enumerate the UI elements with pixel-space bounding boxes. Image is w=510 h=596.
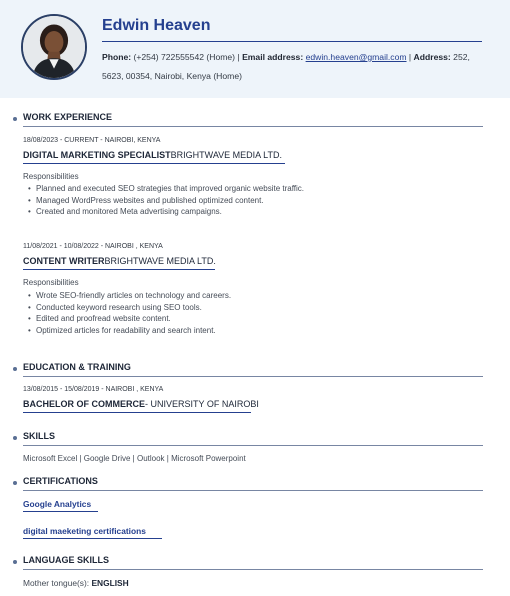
section-title: SKILLS bbox=[23, 431, 56, 441]
list-item: • Conducted keyword research using SEO tools. bbox=[36, 302, 231, 314]
degree-underline bbox=[23, 412, 251, 413]
job-title-line bbox=[23, 150, 282, 160]
section-title: CERTIFICATIONS bbox=[23, 476, 98, 486]
mother-tongue-label: Mother tongue(s): bbox=[23, 578, 90, 588]
name-divider bbox=[102, 41, 482, 42]
section-divider bbox=[23, 445, 483, 446]
list-item: • Wrote SEO-friendly articles on technology and careers. bbox=[36, 290, 231, 302]
list-item: • Optimized articles for readability and search intent. bbox=[36, 325, 231, 337]
mother-tongue-value: ENGLISH bbox=[91, 578, 129, 588]
certification-item: digital maeketing certifications bbox=[23, 526, 146, 536]
degree-title: BACHELOR OF COMMERCE bbox=[23, 399, 145, 409]
job-meta: 18/08/2023 - CURRENT - NAIROBI, KENYA bbox=[23, 137, 161, 144]
section-education bbox=[13, 362, 483, 376]
school-name: - UNIVERSITY OF NAIROBI bbox=[145, 399, 259, 409]
profile-photo-image bbox=[23, 16, 85, 78]
section-certifications bbox=[13, 476, 483, 490]
skills-list: Microsoft Excel | Google Drive | Outlook | Microsoft Powerpoint bbox=[23, 454, 246, 463]
job-role: DIGITAL MARKETING SPECIALIST bbox=[23, 150, 171, 160]
section-divider bbox=[23, 376, 483, 377]
bullet-dot-icon bbox=[13, 117, 17, 121]
responsibilities-label: Responsibilities bbox=[23, 172, 79, 181]
list-item: • Managed WordPress websites and published optimized content. bbox=[36, 195, 304, 207]
mother-tongue bbox=[23, 578, 129, 588]
responsibilities-list bbox=[36, 290, 231, 336]
candidate-name: Edwin Heaven bbox=[102, 17, 211, 34]
education-meta: 13/08/2015 - 15/08/2019 - NAIROBI , KENYA bbox=[23, 386, 164, 393]
job-meta: 11/08/2021 - 10/08/2022 - NAIROBI , KENYA bbox=[23, 243, 163, 250]
address-label: Address: bbox=[413, 52, 451, 62]
bullet-dot-icon bbox=[13, 481, 17, 485]
section-divider bbox=[23, 490, 483, 491]
section-title: WORK EXPERIENCE bbox=[23, 112, 113, 122]
responsibilities-list bbox=[36, 183, 304, 218]
email-label: Email address: bbox=[242, 52, 304, 62]
list-item: • Created and monitored Meta advertising campaigns. bbox=[36, 206, 304, 218]
job-title-line bbox=[23, 256, 216, 266]
section-divider bbox=[23, 126, 483, 127]
section-heading bbox=[13, 112, 483, 126]
bullet-dot-icon bbox=[13, 367, 17, 371]
bullet-dot-icon bbox=[13, 560, 17, 564]
contact-separator: | bbox=[237, 52, 240, 62]
section-title: LANGUAGE SKILLS bbox=[23, 555, 110, 565]
section-divider bbox=[23, 569, 483, 570]
section-heading bbox=[13, 431, 483, 445]
section-title: EDUCATION & TRAINING bbox=[23, 362, 131, 372]
profile-header bbox=[0, 0, 510, 98]
section-work-experience bbox=[13, 112, 483, 126]
job-company: BRIGHTWAVE MEDIA LTD. bbox=[104, 256, 216, 266]
certification-underline bbox=[23, 538, 162, 539]
contact-info bbox=[102, 48, 488, 86]
certification-underline bbox=[23, 511, 98, 512]
list-item: • Planned and executed SEO strategies that improved organic website traffic. bbox=[36, 183, 304, 195]
responsibilities-label: Responsibilities bbox=[23, 278, 79, 287]
job-company: BRIGHTWAVE MEDIA LTD. bbox=[170, 150, 283, 160]
bullet-dot-icon bbox=[13, 436, 17, 440]
profile-photo bbox=[21, 14, 87, 80]
job-title-underline bbox=[23, 269, 215, 270]
job-title-underline bbox=[23, 163, 285, 164]
section-skills bbox=[13, 431, 483, 445]
list-item: • Edited and proofread website content. bbox=[36, 313, 231, 325]
degree-line bbox=[23, 399, 259, 409]
section-heading bbox=[13, 555, 483, 569]
address-value: 252, 5623, 00354, Nairobi, Kenya (Home) bbox=[102, 52, 470, 81]
section-heading bbox=[13, 362, 483, 376]
email-link[interactable]: edwin.heaven@gmail.com bbox=[305, 52, 407, 62]
phone-label: Phone: bbox=[102, 52, 132, 62]
section-language-skills bbox=[13, 555, 483, 569]
contact-separator: | bbox=[408, 52, 412, 62]
job-role: CONTENT WRITER bbox=[23, 256, 105, 266]
certification-item: Google Analytics bbox=[23, 499, 92, 509]
phone-value: (+254) 722555542 (Home) bbox=[133, 52, 236, 62]
section-heading bbox=[13, 476, 483, 490]
